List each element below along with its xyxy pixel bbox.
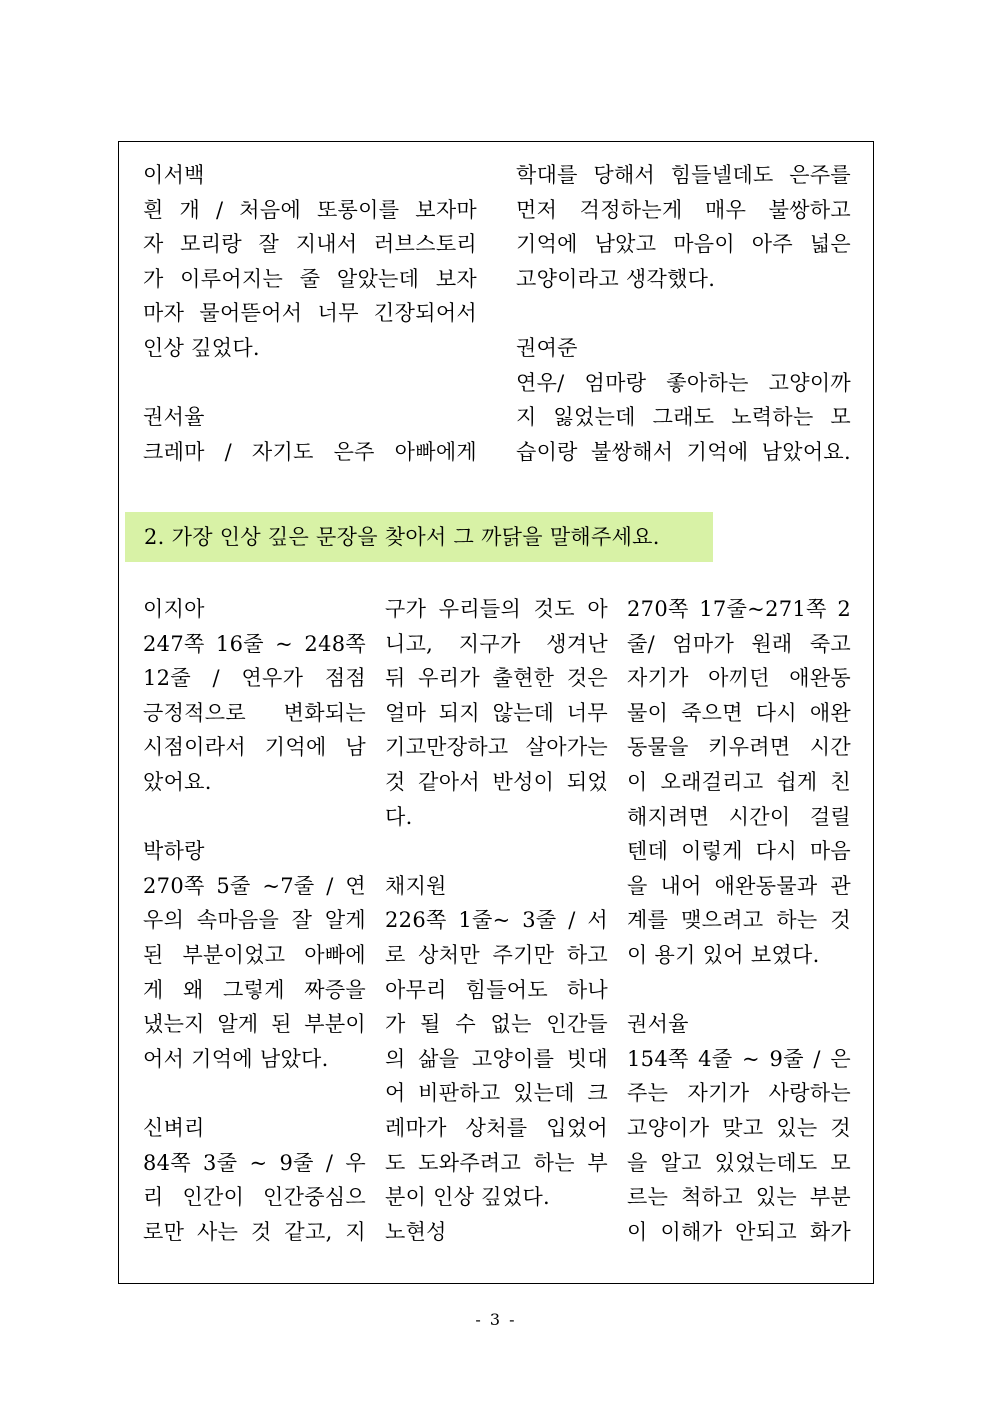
section2-column-1 xyxy=(143,592,366,1249)
text-line: 을 알고 있었는데도 모 xyxy=(627,1150,851,1175)
name-line: 권서율 xyxy=(143,405,205,430)
text-line: 270쪽 17줄~271쪽 2 xyxy=(627,597,851,621)
text-line: 이 이해가 안되고 화가 xyxy=(627,1219,851,1244)
text-line: 얼마 되지 않는데 너무 xyxy=(385,700,608,725)
blank-line xyxy=(385,834,608,869)
text-line: 니고, 지구가 생겨난 xyxy=(385,631,608,656)
text-line: 기억에 남았고 마음이 아주 넓은 xyxy=(516,232,851,257)
text-line: 인상 깊었다. xyxy=(143,335,260,360)
text-line: 어 비판하고 있는데 크 xyxy=(385,1081,608,1106)
text-line: 226쪽 1줄~ 3줄 / 서 xyxy=(385,908,608,933)
name-line: 박하랑 xyxy=(143,839,205,864)
text-line: 구가 우리들의 것도 아 xyxy=(385,597,608,621)
text-line: 동물을 키우려면 시간 xyxy=(627,735,851,760)
text-line: 154쪽 4줄 ~ 9줄 / 은 xyxy=(627,1046,851,1071)
text-line: 크레마 / 자기도 은주 아빠에게 xyxy=(143,439,477,464)
name-line: 이지아 xyxy=(143,597,205,621)
text-line: 로 상처만 주기만 하고 xyxy=(385,942,608,967)
text-line: 줄/ 엄마가 원래 죽고 xyxy=(627,631,851,656)
text-line: 270쪽 5줄 ~7줄 / 연 xyxy=(143,873,366,898)
text-line: 의 삶을 고양이를 빗대 xyxy=(385,1046,608,1071)
text-line: 고양이가 맞고 있는 것 xyxy=(627,1115,851,1140)
text-line: 았어요. xyxy=(143,769,212,794)
text-line: 을 내어 애완동물과 관 xyxy=(627,873,851,898)
text-line: 습이랑 불쌍해서 기억에 남았어요. xyxy=(516,439,851,464)
blank-line xyxy=(627,973,851,1008)
text-line: 흰 개 / 처음에 또롱이를 보자마 xyxy=(143,197,477,222)
text-line: 도 도와주려고 하는 부 xyxy=(385,1150,608,1175)
text-line: 이 오래걸리고 쉽게 친 xyxy=(627,769,851,794)
name-line: 신벼리 xyxy=(143,1115,205,1140)
text-line: 분이 인상 깊었다. xyxy=(385,1185,551,1210)
text-line: 다. xyxy=(385,804,413,829)
page-number: - 3 - xyxy=(475,1310,517,1329)
text-line: 뒤 우리가 출현한 것은 xyxy=(385,666,608,691)
text-line: 고양이라고 생각했다. xyxy=(516,266,716,291)
name-line: 권여준 xyxy=(516,335,578,360)
blank-line xyxy=(143,366,477,401)
blank-line xyxy=(143,1076,366,1111)
text-line: 긍정적으로 변화되는 xyxy=(143,700,366,725)
section1-left-column xyxy=(143,158,477,469)
text-line: 12줄 / 연우가 점점 xyxy=(143,666,366,691)
text-line: 텐데 이렇게 다시 마음 xyxy=(627,839,851,864)
text-line: 게 왜 그렇게 짜증을 xyxy=(143,977,366,1002)
name-line: 권서율 xyxy=(627,1012,689,1037)
text-line: 냈는지 알게 된 부분이 xyxy=(143,1012,366,1037)
text-line: 해지려면 시간이 걸릴 xyxy=(627,804,851,829)
question-heading: 2. 가장 인상 깊은 문장을 찾아서 그 까닭을 말해주세요. xyxy=(144,525,660,549)
text-line: 것 같아서 반성이 되었 xyxy=(385,769,608,794)
name-line: 노현성 xyxy=(385,1219,447,1244)
text-line: 르는 척하고 있는 부분 xyxy=(627,1185,851,1210)
text-line: 학대를 당해서 힘들넬데도 은주를 xyxy=(516,163,851,187)
text-line: 자기가 아끼던 애완동 xyxy=(627,666,851,691)
text-line: 자 모리랑 잘 지내서 러브스토리 xyxy=(143,232,477,257)
text-line: 247쪽 16줄 ~ 248쪽 xyxy=(143,631,366,656)
text-line: 어서 기억에 남았다. xyxy=(143,1046,329,1071)
blank-line xyxy=(516,296,851,331)
text-line: 마자 물어뜯어서 너무 긴장되어서 xyxy=(143,301,477,326)
text-line: 연우/ 엄마랑 좋아하는 고양이까 xyxy=(516,370,851,395)
text-line: 우의 속마음을 잘 알게 xyxy=(143,908,366,933)
text-line: 물이 죽으면 다시 애완 xyxy=(627,700,851,725)
text-line: 시점이라서 기억에 남 xyxy=(143,735,366,760)
text-line: 가 이루어지는 줄 알았는데 보자 xyxy=(143,266,477,291)
section2-column-2 xyxy=(385,592,608,1249)
name-line: 이서백 xyxy=(143,163,205,187)
text-line: 계를 맺으려고 하는 것 xyxy=(627,908,851,933)
text-line: 로만 사는 것 같고, 지 xyxy=(143,1219,366,1244)
text-line: 아무리 힘들어도 하나 xyxy=(385,977,608,1002)
text-line: 주는 자기가 사랑하는 xyxy=(627,1081,851,1106)
text-line: 먼저 걱정하는게 매우 불쌍하고 xyxy=(516,197,851,222)
section1-right-column xyxy=(516,158,851,469)
text-line: 가 될 수 없는 인간들 xyxy=(385,1012,608,1037)
text-line: 레마가 상처를 입었어 xyxy=(385,1115,608,1140)
name-line: 채지원 xyxy=(385,873,447,898)
text-line: 된 부분이었고 아빠에 xyxy=(143,942,366,967)
text-line: 지 잃었는데 그래도 노력하는 모 xyxy=(516,405,851,430)
text-line: 리 인간이 인간중심으 xyxy=(143,1185,366,1210)
text-line: 84쪽 3줄 ~ 9줄 / 우 xyxy=(143,1150,366,1175)
text-line: 기고만장하고 살아가는 xyxy=(385,735,608,760)
text-line: 이 용기 있어 보였다. xyxy=(627,942,820,967)
section2-column-3 xyxy=(627,592,851,1249)
blank-line xyxy=(143,800,366,835)
